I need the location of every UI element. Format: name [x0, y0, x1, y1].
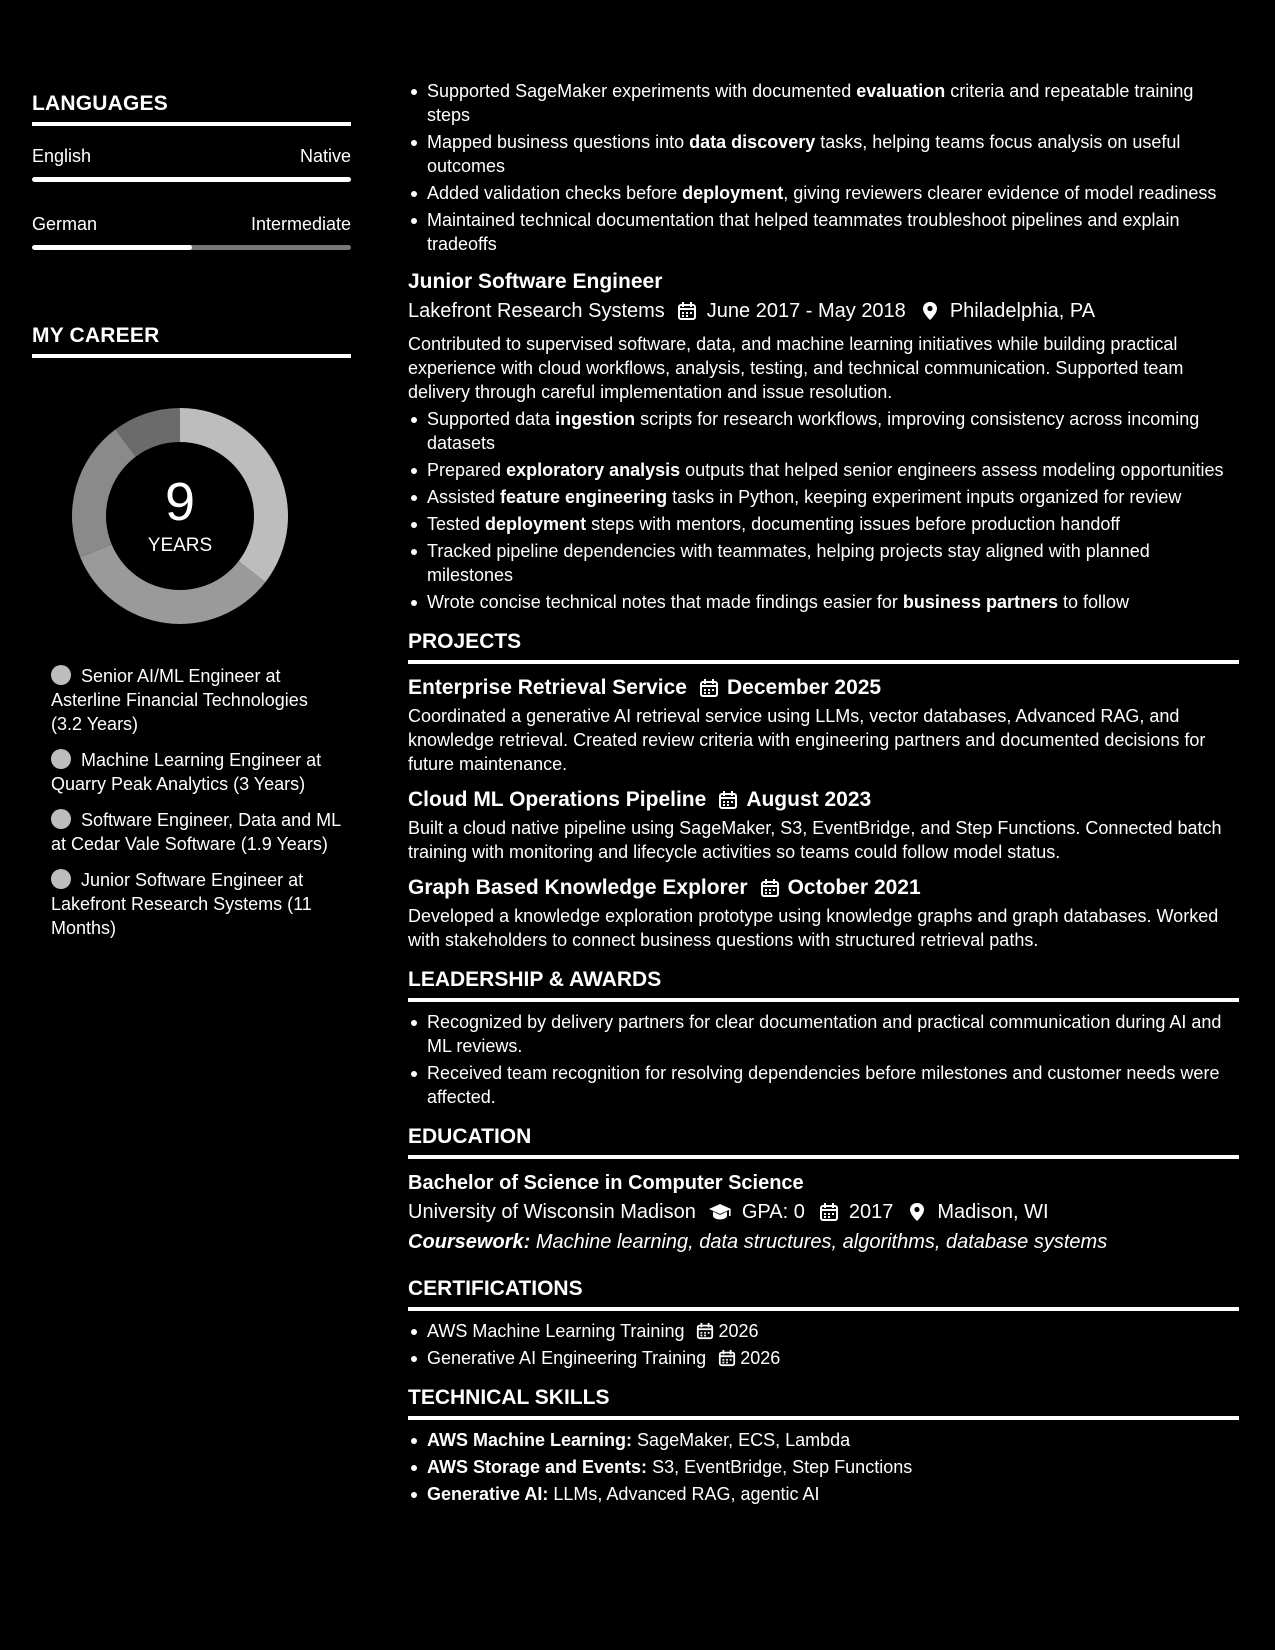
skill-label: AWS Machine Learning:	[427, 1430, 633, 1450]
leadership-heading: LEADERSHIP & AWARDS	[408, 966, 1239, 1002]
job-meta	[408, 296, 1239, 326]
calendar-icon	[718, 1349, 736, 1367]
bullet-text: steps with mentors, documenting issues before production handoff	[586, 514, 1121, 534]
bullet-text: Prepared	[427, 460, 507, 480]
skills-list	[408, 1428, 1239, 1506]
location-pin-icon	[907, 1202, 927, 1222]
certifications-heading: CERTIFICATIONS	[408, 1275, 1239, 1311]
career-legend-item	[51, 868, 341, 940]
education-gpa: GPA: 0	[741, 1201, 805, 1223]
job-title: Junior Software Engineer	[408, 270, 663, 293]
calendar-icon	[819, 1202, 839, 1222]
skill-item	[408, 1455, 1239, 1479]
leadership-list	[408, 1010, 1239, 1109]
career-legend-item	[51, 808, 341, 856]
skill-value: LLMs, Advanced RAG, agentic AI	[553, 1484, 820, 1504]
job-location: Philadelphia, PA	[949, 300, 1096, 322]
bullet-keyword: ingestion	[555, 409, 636, 429]
leadership-item: Received team recognition for resolving dependencies before milestones and customer needs were affected.	[408, 1061, 1239, 1109]
bullet-keyword: evaluation	[856, 81, 946, 101]
language-level-bar	[32, 245, 351, 250]
legend-dot-icon	[51, 809, 71, 829]
bullet-text: outputs that helped senior engineers assess modeling opportunities	[680, 460, 1224, 480]
skill-item	[408, 1482, 1239, 1506]
certifications-list	[408, 1319, 1239, 1370]
bullet-item	[408, 79, 1239, 127]
skill-value: S3, EventBridge, Step Functions	[652, 1457, 913, 1477]
education-heading: EDUCATION	[408, 1123, 1239, 1159]
main-content	[408, 79, 1239, 1509]
project-item	[408, 786, 1239, 864]
bullet-item	[408, 458, 1239, 482]
language-level: Native	[299, 146, 351, 166]
skill-item	[408, 1428, 1239, 1452]
job-summary: Contributed to supervised software, data, and machine learning initiatives while building practical experience with cloud workflows, analysis, testing, and technical communication. Supported team delivery through careful implementation and issue resolution.	[408, 334, 1184, 402]
project-date: August 2023	[746, 788, 872, 811]
bullet-item	[408, 485, 1239, 509]
education-year: 2017	[848, 1201, 894, 1223]
bullet-item	[408, 208, 1239, 256]
career-total-years: 9	[164, 472, 196, 532]
project-description: Developed a knowledge exploration prototype using knowledge graphs and graph databases. Worked with stakeholders to connect business questions with structured retrieval paths.	[408, 906, 1219, 950]
career-legend	[51, 664, 341, 940]
bullet-text: Tracked pipeline dependencies with teammates, helping projects stay aligned with planned milestones	[427, 541, 1150, 585]
project-date: December 2025	[727, 676, 882, 699]
career-legend-text: Junior Software Engineer at Lakefront Research Systems (11 Months)	[51, 870, 312, 938]
language-level: Intermediate	[250, 214, 351, 234]
skill-label: AWS Storage and Events:	[427, 1457, 648, 1477]
bullet-keyword: business partners	[902, 592, 1058, 612]
bullet-text: Wrote concise technical notes that made findings easier for	[427, 592, 903, 612]
job-company: Lakefront Research Systems	[408, 300, 665, 322]
project-title: Cloud ML Operations Pipeline	[408, 788, 707, 811]
skills-heading: TECHNICAL SKILLS	[408, 1384, 1239, 1420]
calendar-icon	[718, 790, 738, 810]
project-title: Enterprise Retrieval Service	[408, 676, 687, 699]
certification-year: 2026	[718, 1321, 759, 1341]
job-dates: June 2017 - May 2018	[706, 300, 906, 322]
bullet-text: to follow	[1057, 592, 1130, 612]
language-name: German	[32, 214, 98, 234]
bullet-keyword: data discovery	[689, 132, 816, 152]
coursework-label: Coursework:	[408, 1231, 531, 1253]
career-legend-text: Software Engineer, Data and ML at Cedar Vale Software (1.9 Years)	[51, 810, 341, 854]
job-bullets	[408, 407, 1239, 614]
calendar-icon	[699, 678, 719, 698]
certification-year: 2026	[740, 1348, 781, 1368]
language-item	[32, 214, 351, 250]
project-item	[408, 674, 1239, 776]
certification-name: Generative AI Engineering Training	[427, 1348, 707, 1368]
bullet-keyword: deployment	[682, 183, 784, 203]
education-degree: Bachelor of Science in Computer Science	[408, 1172, 804, 1194]
project-title: Graph Based Knowledge Explorer	[408, 876, 748, 899]
bullet-text: , giving reviewers clearer evidence of model readiness	[783, 183, 1217, 203]
project-description: Coordinated a generative AI retrieval service using LLMs, vector databases, Advanced RAG, and knowledge retrieval. Created review criteria with engineering partners and documented decisions for future maintenance.	[408, 706, 1206, 774]
certification-item	[408, 1346, 1239, 1370]
bullet-item	[408, 407, 1239, 455]
legend-dot-icon	[51, 749, 71, 769]
bullet-text: Maintained technical documentation that helped teammates troubleshoot pipelines and explain tradeoffs	[427, 210, 1180, 254]
coursework	[408, 1227, 1239, 1257]
bullet-item	[408, 181, 1239, 205]
career-donut-chart	[66, 402, 294, 630]
coursework-text: Machine learning, data structures, algorithms, database systems	[535, 1231, 1108, 1253]
bullet-text: Supported SageMaker experiments with documented	[427, 81, 857, 101]
language-level-fill	[32, 245, 192, 250]
language-item	[32, 146, 351, 182]
bullet-item	[408, 539, 1239, 587]
project-description: Built a cloud native pipeline using SageMaker, S3, EventBridge, and Step Functions. Connected batch training with monitoring and lifecycle activities so teams could follow model status.	[408, 818, 1222, 862]
bullet-item	[408, 512, 1239, 536]
education-school: University of Wisconsin Madison	[408, 1201, 696, 1223]
previous-role-bullets	[408, 79, 1239, 256]
calendar-icon	[760, 878, 780, 898]
legend-dot-icon	[51, 869, 71, 889]
bullet-text: Tested	[427, 514, 486, 534]
career-legend-item	[51, 748, 341, 796]
bullet-keyword: deployment	[485, 514, 587, 534]
skill-value: SageMaker, ECS, Lambda	[637, 1430, 851, 1450]
project-item	[408, 874, 1239, 952]
education-meta	[408, 1197, 1239, 1227]
career-legend-text: Senior AI/ML Engineer at Asterline Financial Technologies (3.2 Years)	[51, 666, 308, 734]
sidebar	[32, 92, 351, 952]
bullet-item	[408, 590, 1239, 614]
bullet-text: Added validation checks before	[427, 183, 683, 203]
bullet-item	[408, 130, 1239, 178]
language-name: English	[32, 146, 92, 166]
project-date: October 2021	[787, 876, 921, 899]
career-heading: MY CAREER	[32, 324, 351, 358]
bullet-keyword: feature engineering	[500, 487, 668, 507]
bullet-text: tasks in Python, keeping experiment inputs organized for review	[667, 487, 1182, 507]
bullet-text: tasks, helping teams focus analysis on useful outcomes	[427, 132, 1181, 176]
graduation-cap-icon	[708, 1202, 732, 1222]
leadership-item: Recognized by delivery partners for clear documentation and practical communication during AI and ML reviews.	[408, 1010, 1239, 1058]
career-total-unit: YEARS	[147, 535, 213, 556]
language-level-fill	[32, 177, 351, 182]
bullet-keyword: exploratory analysis	[506, 460, 681, 480]
calendar-icon	[677, 301, 697, 321]
bullet-text: Mapped business questions into	[427, 132, 690, 152]
skill-label: Generative AI:	[427, 1484, 549, 1504]
projects-heading: PROJECTS	[408, 628, 1239, 664]
career-legend-text: Machine Learning Engineer at Quarry Peak Analytics (3 Years)	[51, 750, 322, 794]
bullet-text: Assisted	[427, 487, 501, 507]
bullet-text: scripts for research workflows, improving consistency across incoming datasets	[427, 409, 1200, 453]
language-level-bar	[32, 177, 351, 182]
bullet-text: criteria and repeatable training steps	[427, 81, 1194, 125]
location-pin-icon	[920, 301, 940, 321]
certification-name: AWS Machine Learning Training	[427, 1321, 685, 1341]
calendar-icon	[696, 1322, 714, 1340]
career-legend-item	[51, 664, 341, 736]
bullet-text: Supported data	[427, 409, 556, 429]
languages-heading: LANGUAGES	[32, 92, 351, 126]
education-location: Madison, WI	[937, 1201, 1049, 1223]
certification-item	[408, 1319, 1239, 1343]
legend-dot-icon	[51, 665, 71, 685]
